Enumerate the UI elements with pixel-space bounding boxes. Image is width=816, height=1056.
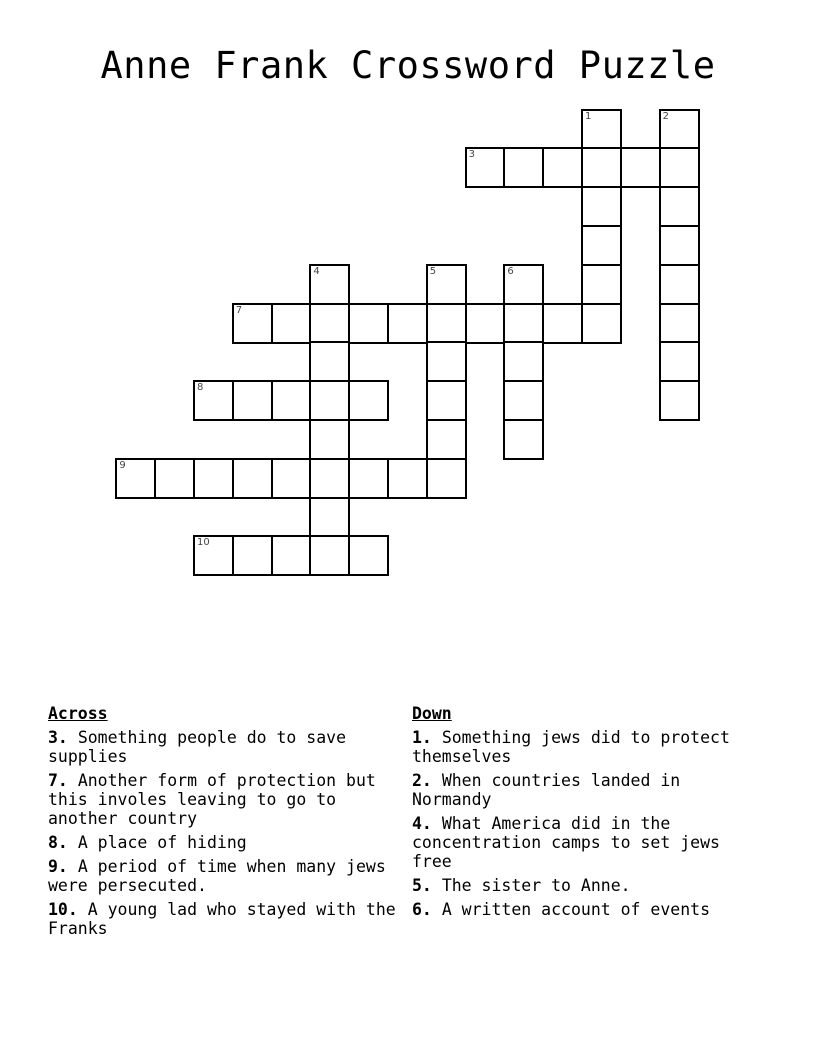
grid-cell[interactable] [426,303,467,344]
grid-cell[interactable] [309,535,350,576]
grid-cell[interactable] [581,186,622,227]
cell-number: 2 [662,110,669,122]
grid-cell[interactable] [309,341,350,382]
cell-number: 10 [197,537,210,549]
cell-number: 5 [429,265,437,277]
clue-number: 1. [412,728,432,747]
clue-text: What America did in the concentration camps to set jews free [412,814,720,871]
clue-number: 8. [48,833,68,852]
clue-down-2 [412,771,752,809]
clue-number: 7. [48,771,68,790]
grid-cell[interactable] [348,458,389,499]
grid-cell[interactable] [387,458,428,499]
cell-number: 4 [313,265,320,277]
down-heading: Down [412,704,452,723]
grid-cell[interactable] [542,303,583,344]
clue-number: 6. [412,900,432,919]
grid-cell[interactable] [426,341,467,382]
clue-down-4 [412,814,752,871]
grid-cell[interactable] [659,109,700,150]
grid-cell[interactable] [154,458,195,499]
across-clues [48,704,408,943]
grid-cell[interactable] [659,186,700,227]
grid-cell[interactable] [115,458,156,499]
grid-cell[interactable] [659,341,700,382]
clue-across-9 [48,857,408,895]
grid-cell[interactable] [271,380,312,421]
clue-number: 4. [412,814,432,833]
grid-cell[interactable] [659,303,700,344]
cell-number: 1 [585,110,592,122]
clue-down-1 [412,728,752,766]
clue-number: 9. [48,857,68,876]
grid-cell[interactable] [620,147,661,188]
grid-cell[interactable] [581,264,622,305]
grid-cell[interactable] [503,264,544,305]
grid-cell[interactable] [309,264,350,305]
grid-cell[interactable] [232,458,273,499]
clue-text: A young lad who stayed with the Franks [48,900,396,938]
clue-down-5 [412,876,752,895]
grid-cell[interactable] [503,380,544,421]
grid-cell[interactable] [271,303,312,344]
grid-cell[interactable] [581,303,622,344]
grid-cell[interactable] [659,380,700,421]
grid-cell[interactable] [659,264,700,305]
grid-cell[interactable] [193,380,234,421]
grid-cell[interactable] [426,264,467,305]
clue-text: A place of hiding [77,833,247,852]
grid-cell[interactable] [503,147,544,188]
grid-cell[interactable] [581,147,622,188]
clue-text: Something jews did to protect themselves [412,728,730,766]
clue-number: 5. [412,876,432,895]
clue-text: A period of time when many jews were persecuted. [48,857,386,895]
clue-down-6 [412,900,752,919]
grid-cell[interactable] [232,380,273,421]
clue-text: Another form of protection but this involes leaving to go to another country [48,771,376,828]
grid-cell[interactable] [348,535,389,576]
grid-cell[interactable] [581,225,622,266]
clue-text: The sister to Anne. [441,876,631,895]
grid-cell[interactable] [426,419,467,460]
cell-number: 3 [468,149,475,161]
cell-number: 7 [235,304,243,316]
grid-cell[interactable] [232,303,273,344]
grid-cell[interactable] [309,497,350,538]
grid-cell[interactable] [426,380,467,421]
grid-cell[interactable] [387,303,428,344]
cell-number: 9 [119,459,126,471]
grid-cell[interactable] [542,147,583,188]
clue-across-10 [48,900,408,938]
grid-cell[interactable] [271,535,312,576]
grid-cell[interactable] [309,419,350,460]
grid-cell[interactable] [309,458,350,499]
grid-cell[interactable] [581,109,622,150]
grid-cell[interactable] [465,303,506,344]
grid-cell[interactable] [271,458,312,499]
clue-across-3 [48,728,408,766]
grid-cell[interactable] [348,380,389,421]
clue-number: 10. [48,900,78,919]
clue-number: 2. [412,771,432,790]
grid-cell[interactable] [309,380,350,421]
grid-cell[interactable] [232,535,273,576]
clue-across-7 [48,771,408,828]
clue-text: When countries landed in Normandy [412,771,681,809]
grid-cell[interactable] [309,303,350,344]
clue-across-8 [48,833,408,852]
clue-text: Something people do to save supplies [48,728,347,766]
clue-number: 3. [48,728,68,747]
grid-cell[interactable] [503,341,544,382]
grid-cell[interactable] [348,303,389,344]
grid-cell[interactable] [193,535,234,576]
grid-cell[interactable] [193,458,234,499]
down-clues [412,704,752,924]
across-heading: Across [48,704,108,723]
grid-cell[interactable] [659,225,700,266]
grid-cell[interactable] [659,147,700,188]
grid-cell[interactable] [465,147,506,188]
cell-number: 6 [507,265,514,277]
grid-cell[interactable] [426,458,467,499]
grid-cell[interactable] [503,303,544,344]
grid-cell[interactable] [503,419,544,460]
clue-text: A written account of events [441,900,711,919]
cell-number: 8 [197,382,204,394]
puzzle-title: Anne Frank Crossword Puzzle [100,44,716,87]
